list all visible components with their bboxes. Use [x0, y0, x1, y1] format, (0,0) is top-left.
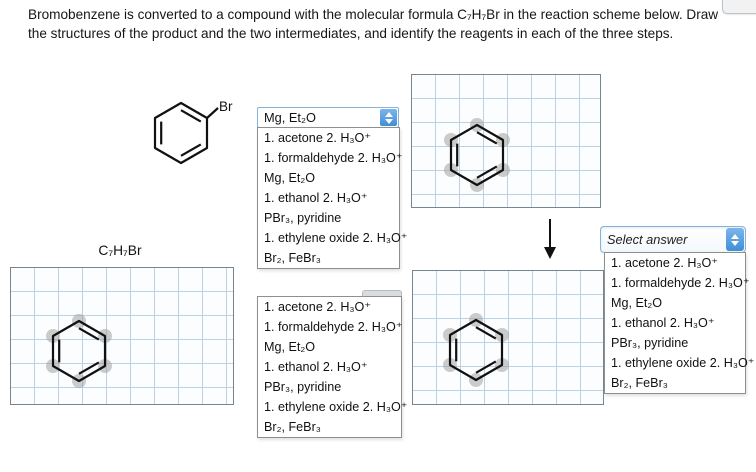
reagent-option[interactable]: 1. formaldehyde 2. H₃O⁺ — [264, 320, 403, 334]
step3-reagent-options — [257, 296, 408, 438]
step1-reagent-dropdown[interactable] — [257, 107, 399, 128]
br-atom-label: Br — [219, 99, 233, 114]
benzene-structure[interactable] — [11, 268, 233, 404]
step2-reagent-options — [604, 252, 755, 394]
reagent-option[interactable]: Mg, Et₂O — [611, 296, 663, 310]
reagent-option[interactable]: 1. formaldehyde 2. H₃O⁺ — [264, 151, 403, 165]
reagent-option[interactable]: PBr₃, pyridine — [264, 380, 342, 394]
spinner-up-icon — [731, 234, 739, 239]
product-canvas[interactable] — [10, 267, 234, 405]
reagent-option[interactable]: Br₂, FeBr₃ — [611, 376, 668, 390]
reagent-option[interactable]: Mg, Et₂O — [264, 171, 316, 185]
reagent-option[interactable]: 1. formaldehyde 2. H₃O⁺ — [611, 276, 750, 290]
spinner-down-icon — [731, 241, 739, 246]
spinner-up-icon — [385, 112, 393, 117]
partial-button[interactable] — [722, 0, 756, 14]
question-text: Bromobenzene is converted to a compound with the molecular formula C₇H₇Br in the reaction scheme below. Draw the structures of the product and the two intermediates, and identify the reagents in each of the three steps. — [28, 7, 719, 41]
reagent-option[interactable]: 1. ethanol 2. H₃O⁺ — [264, 360, 368, 374]
reagent-option[interactable]: 1. acetone 2. H₃O⁺ — [264, 131, 371, 145]
reagent-option[interactable]: 1. ethanol 2. H₃O⁺ — [611, 316, 715, 330]
product-formula-label: C₇H₇Br — [98, 243, 142, 258]
step1-dropdown-value: Mg, Et₂O — [264, 110, 316, 125]
reagent-option[interactable]: Br₂, FeBr₃ — [264, 251, 321, 265]
step2-reagent-dropdown[interactable] — [600, 226, 746, 253]
reagent-option[interactable]: PBr₃, pyridine — [611, 336, 689, 350]
spinner-icon[interactable] — [380, 109, 397, 126]
reagent-option[interactable]: Br₂, FeBr₃ — [264, 420, 321, 434]
reagent-option[interactable]: 1. acetone 2. H₃O⁺ — [264, 300, 371, 314]
step1-reagent-options — [257, 127, 408, 269]
spinner-icon[interactable] — [726, 228, 744, 251]
down-arrow-icon — [539, 216, 561, 260]
benzene-structure[interactable] — [413, 271, 603, 404]
reagent-option[interactable]: 1. ethylene oxide 2. H₃O⁺ — [611, 356, 755, 370]
benzene-structure[interactable] — [412, 75, 600, 207]
intermediate2-canvas[interactable] — [412, 270, 604, 405]
reagent-option[interactable]: 1. ethylene oxide 2. H₃O⁺ — [264, 400, 408, 414]
intermediate1-canvas[interactable] — [411, 74, 601, 208]
reagent-option[interactable]: 1. ethanol 2. H₃O⁺ — [264, 191, 368, 205]
reagent-option[interactable]: PBr₃, pyridine — [264, 211, 342, 225]
step2-dropdown-value: Select answer — [607, 232, 688, 247]
spinner-down-icon — [385, 119, 393, 124]
bromobenzene-structure — [137, 83, 249, 183]
reagent-option[interactable]: 1. ethylene oxide 2. H₃O⁺ — [264, 231, 408, 245]
reagent-option[interactable]: Mg, Et₂O — [264, 340, 316, 354]
reagent-option[interactable]: 1. acetone 2. H₃O⁺ — [611, 256, 718, 270]
